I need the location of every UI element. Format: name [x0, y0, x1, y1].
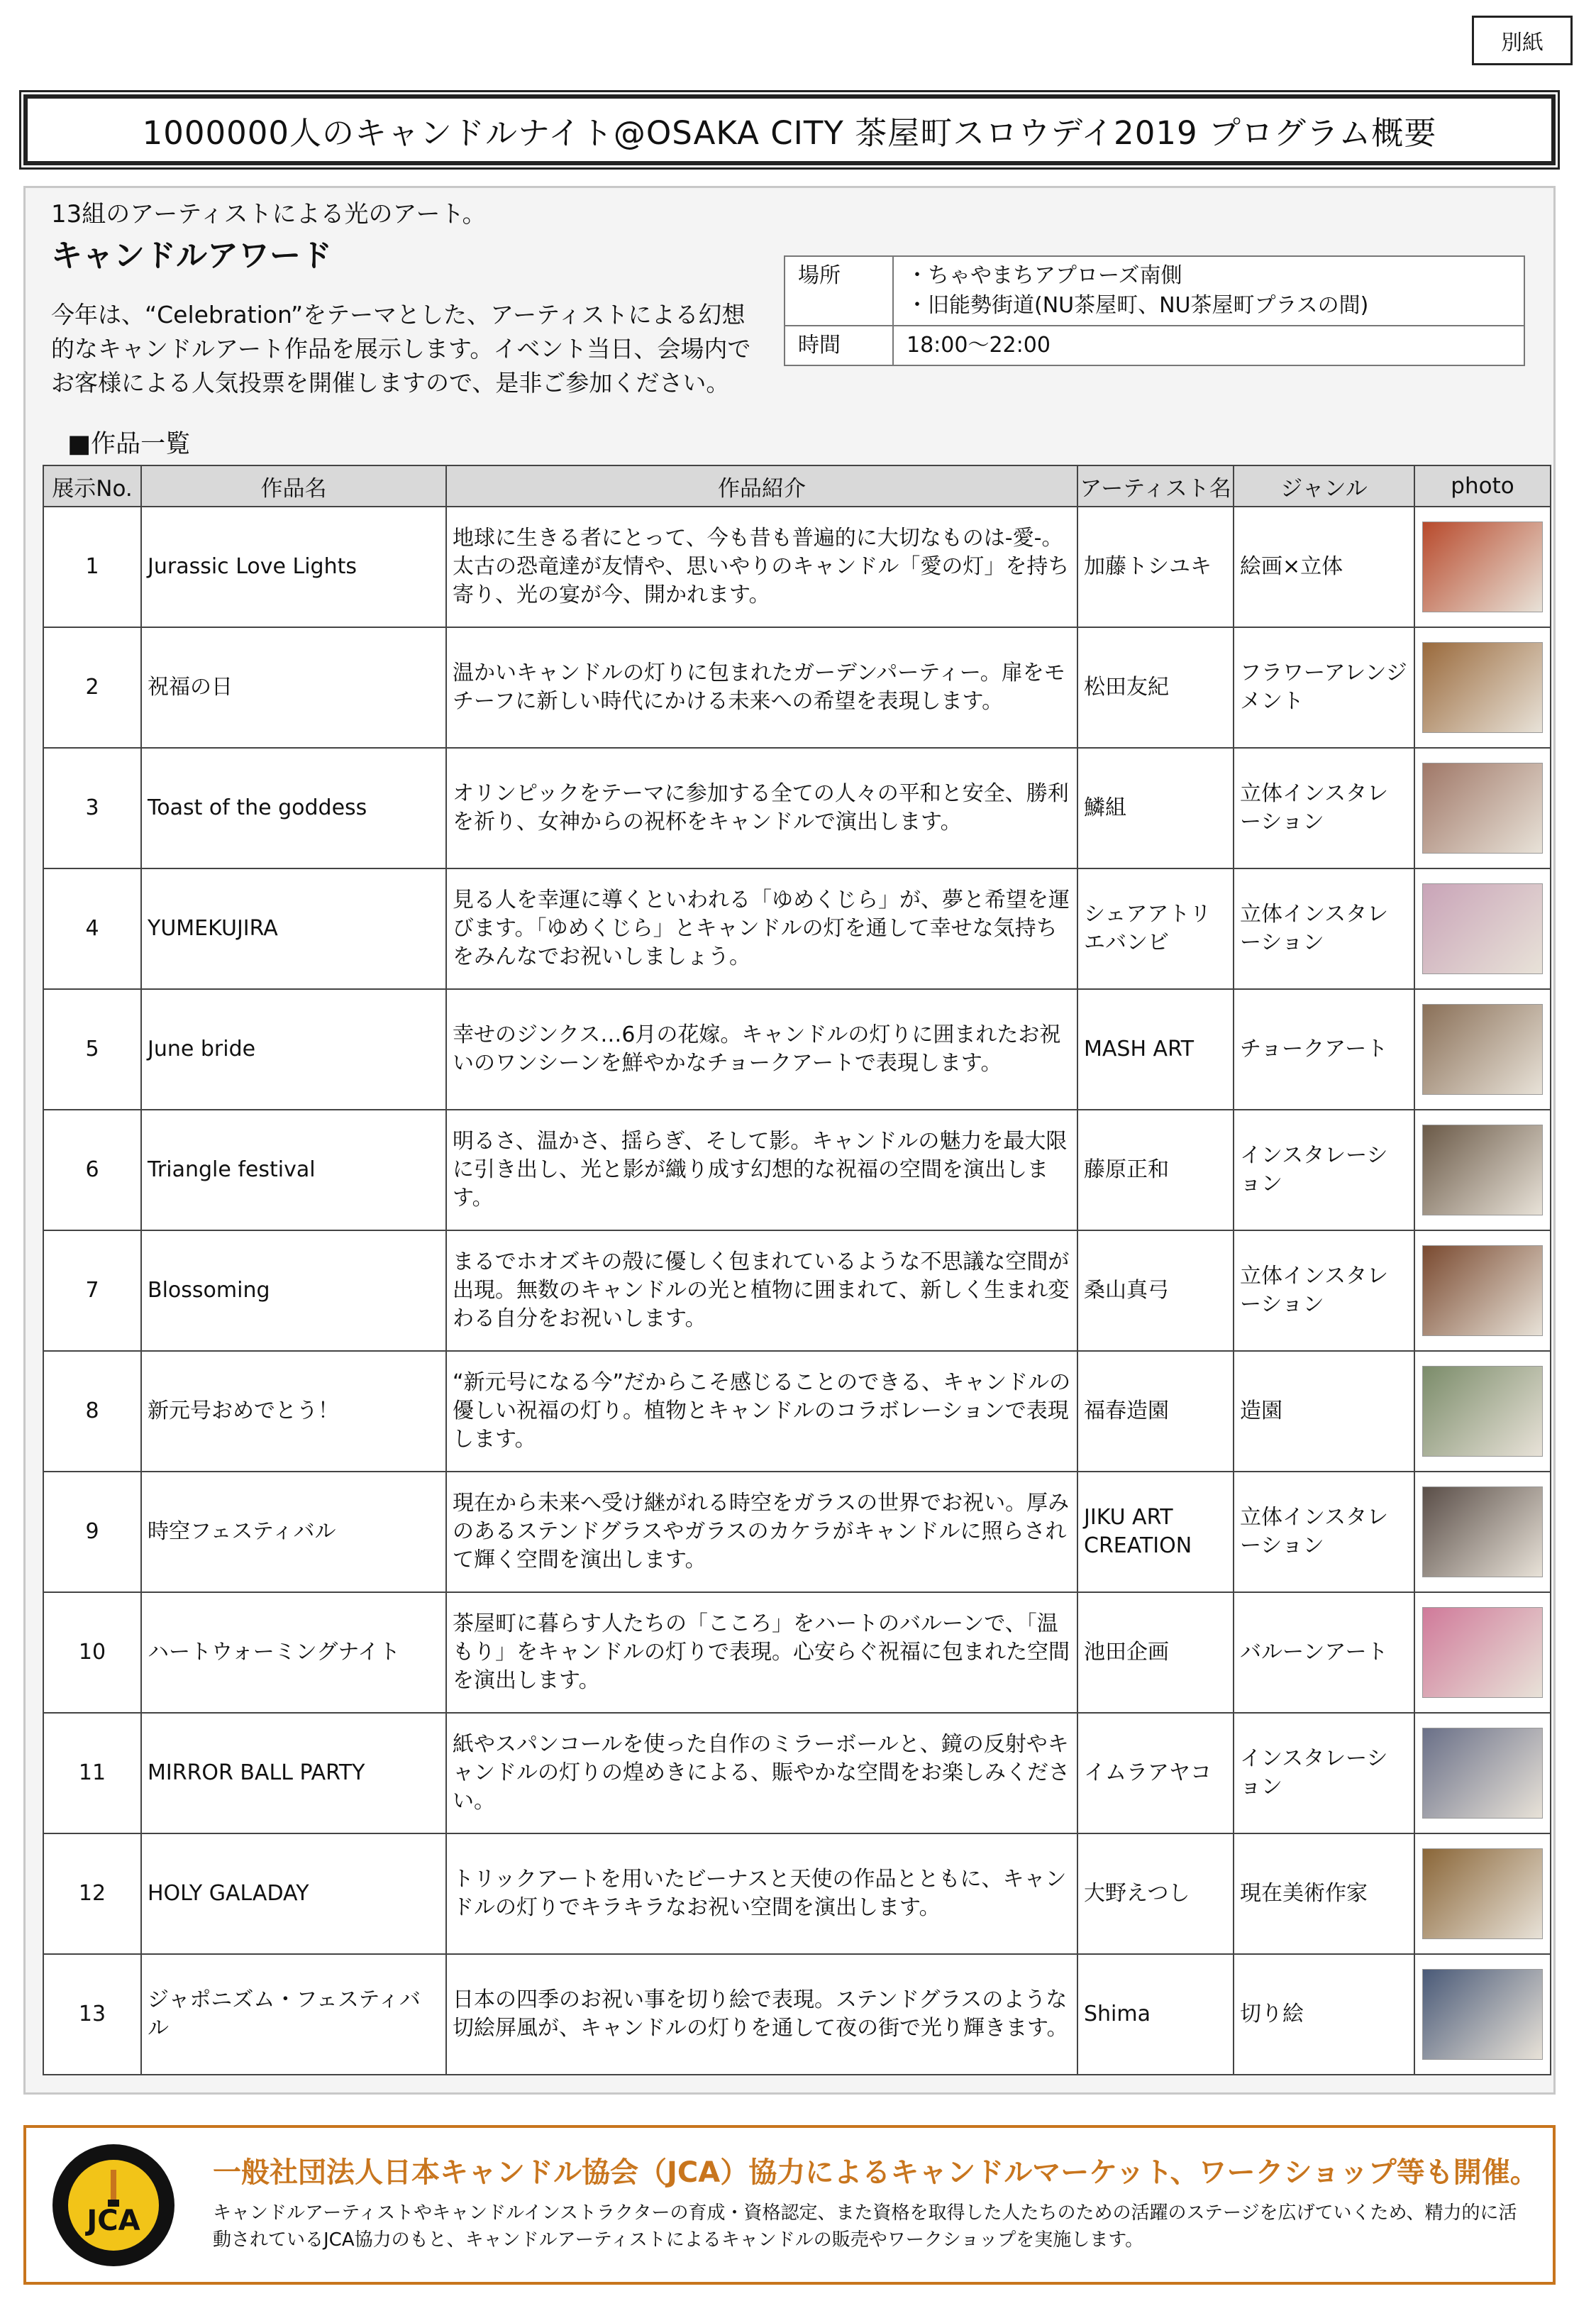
work-number: 12: [43, 1833, 141, 1954]
work-photo: [1422, 1969, 1543, 2060]
genre: 造園: [1234, 1351, 1414, 1472]
work-number: 4: [43, 868, 141, 989]
artist-name: Shima: [1077, 1954, 1234, 2075]
work-title: 時空フェスティバル: [141, 1472, 446, 1592]
work-title: ジャポニズム・フェスティバル: [141, 1954, 446, 2075]
genre: 現在美術作家: [1234, 1833, 1414, 1954]
artist-name: シェアアトリエバンビ: [1077, 868, 1234, 989]
works-table: [43, 465, 1551, 2075]
award-description: 今年は、“Celebration”をテーマとした、アーティストによる幻想的なキャンドルアート作品を展示します。イベント当日、会場内でお客様による人気投票を開催しますので、是非ご参加ください。: [51, 301, 751, 397]
works-list-title: ■作品一覧: [67, 430, 191, 458]
work-photo: [1422, 1728, 1543, 1819]
genre: インスタレーション: [1234, 1713, 1414, 1833]
photo-cell: [1414, 748, 1551, 868]
genre: インスタレーション: [1234, 1110, 1414, 1230]
work-number: 7: [43, 1230, 141, 1351]
work-title: MIRROR BALL PARTY: [141, 1713, 446, 1833]
time-label: 時間: [785, 326, 893, 365]
work-title: Toast of the goddess: [141, 748, 446, 868]
jca-headline: 一般社団法人日本キャンドル協会（JCA）協力によるキャンドルマーケット、ワークショップ等も開催。: [213, 2156, 1539, 2189]
work-number: 5: [43, 989, 141, 1110]
photo-cell: [1414, 1230, 1551, 1351]
work-number: 3: [43, 748, 141, 868]
work-photo: [1422, 1366, 1543, 1457]
header-title: 作品名: [141, 465, 446, 507]
photo-cell: [1414, 627, 1551, 748]
work-description: 茶屋町に暮らす人たちの「こころ」をハートのバルーンで、「温もり」をキャンドルの灯りで表現。心安らぐ祝福に包まれた空間を演出します。: [446, 1592, 1077, 1713]
work-photo: [1422, 522, 1543, 612]
header-artist: アーティスト名: [1077, 465, 1234, 507]
work-description: トリックアートを用いたビーナスと天使の作品とともに、キャンドルの灯りでキラキラなお祝い空間を演出します。: [446, 1833, 1077, 1954]
photo-cell: [1414, 1351, 1551, 1472]
intro-subtitle: 13組のアーティストによる光のアート。: [51, 200, 487, 228]
table-row: [43, 1351, 1551, 1472]
work-description: 明るさ、温かさ、揺らぎ、そして影。キャンドルの魅力を最大限に引き出し、光と影が織り成す幻想的な祝福の空間を演出します。: [446, 1110, 1077, 1230]
artist-name: JIKU ART CREATION: [1077, 1472, 1234, 1592]
work-photo: [1422, 1848, 1543, 1939]
place-value: [893, 256, 1524, 326]
work-title: Blossoming: [141, 1230, 446, 1351]
work-title: Triangle festival: [141, 1110, 446, 1230]
work-title: June bride: [141, 989, 446, 1110]
work-photo: [1422, 1607, 1543, 1698]
genre: 立体インスタレーション: [1234, 748, 1414, 868]
genre: 絵画×立体: [1234, 507, 1414, 627]
table-row: [43, 1954, 1551, 2075]
work-title: Jurassic Love Lights: [141, 507, 446, 627]
photo-cell: [1414, 507, 1551, 627]
table-row: [43, 1230, 1551, 1351]
table-row: [43, 1472, 1551, 1592]
work-photo: [1422, 1486, 1543, 1577]
work-title: 新元号おめでとう！: [141, 1351, 446, 1472]
award-title: キャンドルアワード: [51, 238, 332, 274]
artist-name: MASH ART: [1077, 989, 1234, 1110]
work-description: 日本の四季のお祝い事を切り絵で表現。ステンドグラスのような切絵屏風が、キャンドルの灯りを通して夜の街で光り輝きます。: [446, 1954, 1077, 2075]
photo-cell: [1414, 1713, 1551, 1833]
work-description: 見る人を幸運に導くといわれる「ゆめくじら」が、夢と希望を運びます。「ゆめくじら」とキャンドルの灯を通して幸せな気持ちをみんなでお祝いしましょう。: [446, 868, 1077, 989]
genre: チョークアート: [1234, 989, 1414, 1110]
work-photo: [1422, 763, 1543, 854]
photo-cell: [1414, 868, 1551, 989]
work-number: 1: [43, 507, 141, 627]
time-value: 18:00～22:00: [893, 326, 1524, 365]
work-title: ハートウォーミングナイト: [141, 1592, 446, 1713]
work-number: 13: [43, 1954, 141, 2075]
work-number: 6: [43, 1110, 141, 1230]
genre: 立体インスタレーション: [1234, 868, 1414, 989]
jca-logo: [50, 2141, 177, 2269]
table-row: [43, 627, 1551, 748]
info-row-place: [785, 256, 1524, 326]
photo-cell: [1414, 1110, 1551, 1230]
artist-name: 池田企画: [1077, 1592, 1234, 1713]
table-row: [43, 1592, 1551, 1713]
work-number: 11: [43, 1713, 141, 1833]
work-description: オリンピックをテーマに参加する全ての人々の平和と安全、勝利を祈り、女神からの祝杯をキャンドルで演出します。: [446, 748, 1077, 868]
genre: 切り絵: [1234, 1954, 1414, 2075]
info-table: [784, 255, 1525, 366]
work-title: YUMEKUJIRA: [141, 868, 446, 989]
work-photo: [1422, 1125, 1543, 1215]
jca-logo-text: JCA: [87, 2205, 140, 2237]
page-title: 1000000人のキャンドルナイト@OSAKA CITY 茶屋町スロウデイ2019 プログラム概要: [23, 94, 1556, 165]
table-row: [43, 1713, 1551, 1833]
works-table-header: [43, 465, 1551, 507]
photo-cell: [1414, 1592, 1551, 1713]
place-line-2: ・旧能勢街道(NU茶屋町、NU茶屋町プラスの間): [907, 293, 1369, 318]
artist-name: 松田友紀: [1077, 627, 1234, 748]
header-description: 作品紹介: [446, 465, 1077, 507]
genre: フラワーアレンジメント: [1234, 627, 1414, 748]
work-photo: [1422, 1245, 1543, 1336]
table-row: [43, 1833, 1551, 1954]
info-row-time: [785, 326, 1524, 365]
place-label: 場所: [785, 256, 893, 326]
table-row: [43, 507, 1551, 627]
artist-name: 加藤トシユキ: [1077, 507, 1234, 627]
artist-name: 福春造園: [1077, 1351, 1234, 1472]
header-photo: photo: [1414, 465, 1551, 507]
work-number: 2: [43, 627, 141, 748]
work-photo: [1422, 1004, 1543, 1095]
photo-cell: [1414, 1472, 1551, 1592]
work-number: 10: [43, 1592, 141, 1713]
work-number: 8: [43, 1351, 141, 1472]
work-description: 幸せのジンクス…6月の花嫁。キャンドルの灯りに囲まれたお祝いのワンシーンを鮮やかなチョークアートで表現します。: [446, 989, 1077, 1110]
header-genre: ジャンル: [1234, 465, 1414, 507]
genre: 立体インスタレーション: [1234, 1230, 1414, 1351]
work-title: HOLY GALADAY: [141, 1833, 446, 1954]
table-row: [43, 748, 1551, 868]
genre: 立体インスタレーション: [1234, 1472, 1414, 1592]
table-row: [43, 989, 1551, 1110]
artist-name: 鱗組: [1077, 748, 1234, 868]
work-title: 祝福の日: [141, 627, 446, 748]
work-photo: [1422, 642, 1543, 733]
work-description: “新元号になる今”だからこそ感じることのできる、キャンドルの優しい祝福の灯り。植物とキャンドルのコラボレーションで表現します。: [446, 1351, 1077, 1472]
artist-name: 大野えつし: [1077, 1833, 1234, 1954]
work-description: まるでホオズキの殻に優しく包まれているような不思議な空間が出現。無数のキャンドルの光と植物に囲まれて、新しく生まれ変わる自分をお祝いします。: [446, 1230, 1077, 1351]
table-row: [43, 868, 1551, 989]
work-photo: [1422, 883, 1543, 974]
work-description: 地球に生きる者にとって、今も昔も普遍的に大切なものは-愛-。太古の恐竜達が友情や、思いやりのキャンドル「愛の灯」を持ち寄り、光の宴が今、開かれます。: [446, 507, 1077, 627]
place-line-1: ・ちゃやまちアプローズ南側: [907, 263, 1182, 288]
genre: バルーンアート: [1234, 1592, 1414, 1713]
photo-cell: [1414, 1833, 1551, 1954]
artist-name: 桑山真弓: [1077, 1230, 1234, 1351]
work-number: 9: [43, 1472, 141, 1592]
header-no: 展示No.: [43, 465, 141, 507]
artist-name: イムラアヤコ: [1077, 1713, 1234, 1833]
photo-cell: [1414, 989, 1551, 1110]
appendix-tag: 別紙: [1472, 16, 1573, 65]
photo-cell: [1414, 1954, 1551, 2075]
work-description: 紙やスパンコールを使った自作のミラーボールと、鏡の反射やキャンドルの灯りの煌めきによる、賑やかな空間をお楽しみください。: [446, 1713, 1077, 1833]
artist-name: 藤原正和: [1077, 1110, 1234, 1230]
table-row: [43, 1110, 1551, 1230]
jca-body: キャンドルアーティストやキャンドルインストラクターの育成・資格認定、また資格を取得した人たちのための活躍のステージを広げていくため、精力的に活動されているJCA協力のもと、キャンドルアーティストによるキャンドルの販売やワークショップを実施します。: [213, 2202, 1517, 2251]
work-description: 温かいキャンドルの灯りに包まれたガーデンパーティー。扉をモチーフに新しい時代にかける未来への希望を表現します。: [446, 627, 1077, 748]
work-description: 現在から未来へ受け継がれる時空をガラスの世界でお祝い。厚みのあるステンドグラスやガラスのカケラがキャンドルに照らされて輝く空間を演出します。: [446, 1472, 1077, 1592]
